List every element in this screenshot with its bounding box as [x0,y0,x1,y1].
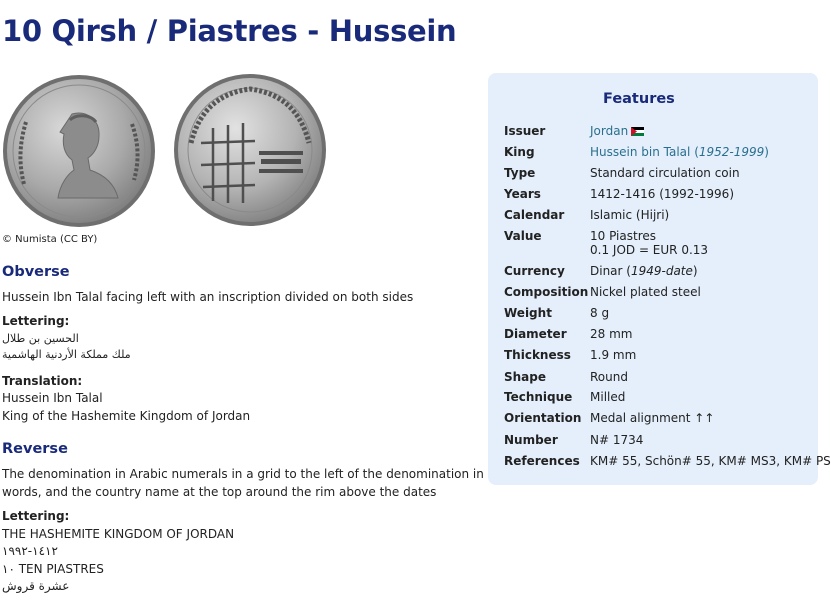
feature-key: Type [504,166,536,180]
reverse-lettering-label: Lettering: [2,509,70,523]
page-title: 10 Qirsh / Piastres - Hussein [2,14,457,48]
feature-value: Nickel plated steel [590,285,701,299]
reverse-lettering-line: ١٠ TEN PIASTRES [2,562,104,576]
feature-key: Composition [504,285,589,299]
obverse-lettering-line: ملك مملكة الأردنية الهاشمية [2,348,131,361]
feature-key: References [504,454,580,468]
obverse-translation-label: Translation: [2,374,83,388]
reverse-lettering-line: ١٤١٢-١٩٩٢ [2,544,58,558]
feature-value: Islamic (Hijri) [590,208,670,222]
feature-key: Years [504,187,541,201]
feature-value: Medal alignment ↑↑ [590,411,715,425]
jordan-flag-icon [631,127,644,136]
feature-key: Calendar [504,208,565,222]
feature-key: Diameter [504,327,567,341]
obverse-heading: Obverse [2,264,70,280]
reverse-description-line: words, and the country name at the top around the rim above the dates [2,485,437,499]
feature-key: King [504,145,535,159]
obverse-description: Hussein Ibn Talal facing left with an inscription divided on both sides [2,290,414,304]
feature-key: Orientation [504,411,582,425]
king-reign: 1952-1999 [698,145,765,159]
feature-value [590,124,644,138]
feature-value: KM# 55, Schön# 55, KM# MS3, KM# PS [590,454,831,468]
obverse-lettering-line: الحسين بن طلال [2,332,79,345]
features-panel [488,73,831,485]
feature-value: Round [590,370,628,384]
feature-key: Technique [504,390,573,404]
feature-value: 1412-1416 (1992-1996) [590,187,734,201]
feature-value: 0.1 JOD = EUR 0.13 [590,243,709,257]
feature-value: Standard circulation coin [590,166,740,180]
currency-period: 1949-date [630,264,693,278]
feature-key: Value [504,229,542,243]
feature-key: Shape [504,370,547,384]
feature-key: Number [504,433,558,447]
currency-name: Dinar [590,264,623,278]
feature-key: Thickness [504,348,571,362]
feature-value: Hussein bin Talal (1952-1999) [590,145,769,159]
feature-value: 10 Piastres [590,229,657,243]
issuer-link[interactable]: Jordan [590,124,629,138]
king-link[interactable]: Hussein bin Talal [590,145,691,159]
obverse-translation-line: Hussein Ibn Talal [2,391,103,405]
feature-value: Milled [590,390,626,404]
feature-key: Weight [504,306,552,320]
reverse-description-line: The denomination in Arabic numerals in a grid to the left of the denomination in [2,467,484,481]
coin-obverse-image[interactable] [2,74,157,229]
obverse-translation-line: King of the Hashemite Kingdom of Jordan [2,409,251,423]
obverse-lettering-label: Lettering: [2,314,70,328]
image-credit: © Numista (CC BY) [2,234,98,245]
feature-value: Dinar (1949-date) [590,264,698,278]
feature-value: N# 1734 [590,433,644,447]
reverse-lettering-line: THE HASHEMITE KINGDOM OF JORDAN [2,527,235,541]
reverse-heading: Reverse [2,441,68,457]
feature-key: Issuer [504,124,546,138]
features-heading: Features [603,91,675,107]
feature-key: Currency [504,264,565,278]
feature-value: 1.9 mm [590,348,637,362]
feature-value: 28 mm [590,327,633,341]
feature-value: 8 g [590,306,610,320]
coin-reverse-image[interactable] [173,73,328,228]
reverse-lettering-line: عشرة قروش [2,579,70,593]
